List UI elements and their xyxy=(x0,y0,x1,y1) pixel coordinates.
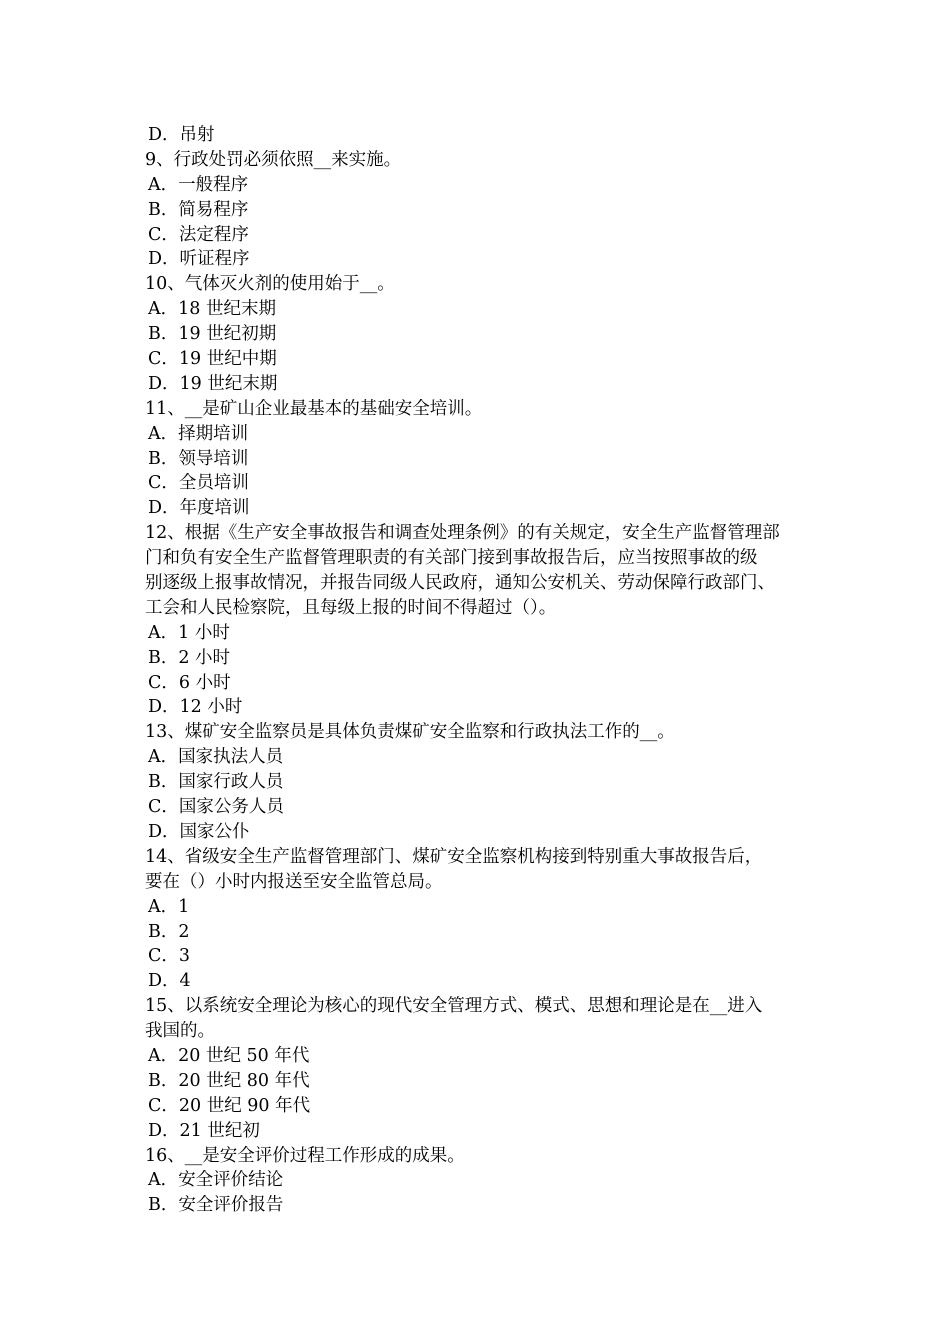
question-line: 10、气体灭火剂的使用始于__。 xyxy=(145,274,395,295)
option-line: B．简易程序 xyxy=(148,199,249,220)
option-line: A．择期培训 xyxy=(148,423,249,444)
question-line: 16、__是安全评价过程工作形成的成果。 xyxy=(145,1145,465,1166)
option-line: A．一般程序 xyxy=(148,174,249,195)
option-line: B．2 xyxy=(148,921,190,942)
option-line: A．1 xyxy=(148,896,190,917)
question-line: 工会和人民检察院，且每级上报的时间不得超过（）。 xyxy=(145,597,557,618)
option-line: C．全员培训 xyxy=(148,473,249,494)
document-body xyxy=(145,123,810,1218)
option-line: A．国家执法人员 xyxy=(148,747,284,768)
option-line: D．听证程序 xyxy=(148,249,250,270)
question-line: 12、根据《生产安全事故报告和调查处理条例》的有关规定，安全生产监督管理部 xyxy=(145,523,780,544)
question-line: 11、__是矿山企业最基本的基础安全培训。 xyxy=(145,398,483,419)
question-line: 门和负有安全生产监督管理职责的有关部门接到事故报告后，应当按照事故的级 xyxy=(145,548,758,569)
question-line: 别逐级上报事故情况，并报告同级人民政府，通知公安机关、劳动保障行政部门、 xyxy=(145,573,775,594)
question-line: 15、以系统安全理论为核心的现代安全管理方式、模式、思想和理论是在__进入 xyxy=(145,996,763,1017)
option-line: B．安全评价报告 xyxy=(148,1195,284,1216)
option-line: B．2 小时 xyxy=(148,647,231,668)
option-line: B．领导培训 xyxy=(148,448,249,469)
option-line: C．20 世纪 90 年代 xyxy=(148,1095,311,1116)
option-line: D．国家公仆 xyxy=(148,821,250,842)
option-line: A．安全评价结论 xyxy=(148,1170,284,1191)
option-line: C．19 世纪中期 xyxy=(148,349,277,370)
option-line: D．12 小时 xyxy=(148,697,243,718)
option-line: D．年度培训 xyxy=(148,498,250,519)
option-line: C．3 xyxy=(148,946,191,967)
option-line: D．吊射 xyxy=(148,125,215,145)
option-line: A．20 世纪 50 年代 xyxy=(148,1045,310,1066)
option-line: D．21 世纪初 xyxy=(148,1120,260,1141)
question-line: 14、省级安全生产监督管理部门、煤矿安全监察机构接到特别重大事故报告后， xyxy=(145,846,763,867)
option-line: B．19 世纪初期 xyxy=(148,324,277,345)
option-line: A．18 世纪末期 xyxy=(148,299,276,320)
question-line: 9、行政处罚必须依照__来实施。 xyxy=(145,149,402,170)
option-line: D．19 世纪末期 xyxy=(148,373,278,394)
option-line: A．1 小时 xyxy=(148,622,230,643)
option-line: C．法定程序 xyxy=(148,224,249,245)
question-line: 13、煤矿安全监察员是具体负责煤矿安全监察和行政执法工作的__。 xyxy=(145,722,675,743)
question-line: 要在（）小时内报送至安全监管总局。 xyxy=(145,871,443,892)
option-line: B．国家行政人员 xyxy=(148,772,284,793)
option-line: B．20 世纪 80 年代 xyxy=(148,1070,310,1091)
option-line: C．6 小时 xyxy=(148,672,231,693)
option-line: D．4 xyxy=(148,971,191,992)
option-line: C．国家公务人员 xyxy=(148,797,284,818)
question-line: 我国的。 xyxy=(145,1021,215,1042)
